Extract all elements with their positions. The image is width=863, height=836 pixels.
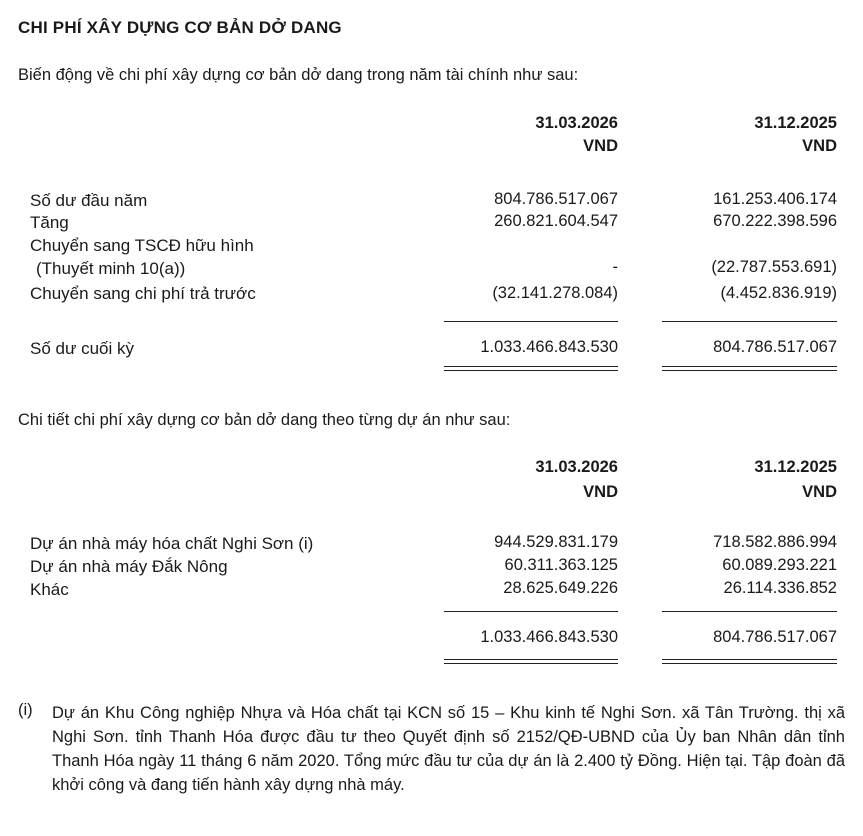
movement-row-value-col1: 804.786.517.067 [494, 190, 618, 208]
movement-col1-unit: VND [583, 137, 618, 155]
projects-total-col1: 1.033.466.843.530 [480, 628, 618, 646]
movement-col2-date: 31.12.2025 [754, 114, 837, 132]
movement-row-label: (Thuyết minh 10(a)) [36, 259, 186, 278]
projects-col2-unit: VND [802, 483, 837, 501]
movement-row-value-col2: (4.452.836.919) [720, 284, 837, 302]
projects-subtotal-rule-col2 [662, 611, 837, 612]
projects-double-rule-col1-top [444, 659, 618, 660]
movement-row-value-col1: 260.821.604.547 [494, 212, 618, 230]
total-double-rule-col2-top [662, 366, 837, 367]
project-row-label: Dự án nhà máy hóa chất Nghi Sơn (i) [30, 534, 314, 553]
projects-double-rule-col2-bottom [662, 663, 837, 664]
total-double-rule-col2-bottom [662, 370, 837, 371]
movement-row-value-col1: (32.141.278.084) [492, 284, 618, 302]
section-title: CHI PHÍ XÂY DỰNG CƠ BẢN DỞ DANG [18, 18, 342, 37]
footnote-marker: (i) [18, 701, 33, 719]
subtotal-rule-col1 [444, 321, 618, 322]
project-row-value-col1: 60.311.363.125 [504, 556, 618, 574]
projects-subtotal-rule-col1 [444, 611, 618, 612]
total-double-rule-col1-bottom [444, 370, 618, 371]
movement-row-value-col2: (22.787.553.691) [711, 258, 837, 276]
project-row-label: Dự án nhà máy Đắk Nông [30, 557, 228, 576]
projects-col2-date: 31.12.2025 [754, 458, 837, 476]
project-row-label: Khác [30, 580, 69, 599]
footnote-text: Dự án Khu Công nghiệp Nhựa và Hóa chất tại KCN số 15 – Khu kinh tế Nghi Sơn. xã Tân Trường. thị xã Nghi Sơn. tỉnh Thanh Hóa được đầu tư theo Quyết định số 2152/QĐ-UBND của Ủy ban Nhân dân tỉnh Thanh Hóa ngày 11 tháng 6 năm 2020. Tổng mức đầu tư của dự án là 2.400 tỷ Đồng. Hiện tại. Tập đoàn đã khởi công và đang tiến hành xây dựng nhà máy. [52, 704, 845, 794]
projects-intro: Chi tiết chi phí xây dựng cơ bản dở dang theo từng dự án như sau: [18, 411, 511, 429]
movement-row-label: Chuyển sang TSCĐ hữu hình [30, 236, 254, 255]
movement-intro: Biến động về chi phí xây dựng cơ bản dở dang trong năm tài chính như sau: [18, 66, 579, 84]
movement-row-label: Chuyển sang chi phí trả trước [30, 284, 256, 303]
movement-row-value-col1: - [612, 258, 618, 276]
movement-row-label: Số dư đầu năm [30, 191, 148, 210]
closing-balance-col1: 1.033.466.843.530 [480, 338, 618, 356]
projects-col1-date: 31.03.2026 [535, 458, 618, 476]
subtotal-rule-col2 [662, 321, 837, 322]
projects-double-rule-col2-top [662, 659, 837, 660]
movement-col1-date: 31.03.2026 [535, 114, 618, 132]
projects-total-col2: 804.786.517.067 [713, 628, 837, 646]
projects-double-rule-col1-bottom [444, 663, 618, 664]
project-row-value-col2: 60.089.293.221 [722, 556, 837, 574]
projects-col1-unit: VND [583, 483, 618, 501]
movement-row-value-col2: 161.253.406.174 [713, 190, 837, 208]
movement-row-value-col2: 670.222.398.596 [713, 212, 837, 230]
project-row-value-col1: 944.529.831.179 [494, 533, 618, 551]
project-row-value-col2: 26.114.336.852 [723, 579, 837, 597]
closing-balance-col2: 804.786.517.067 [713, 338, 837, 356]
movement-row-label: Tăng [30, 213, 69, 232]
total-double-rule-col1-top [444, 366, 618, 367]
project-row-value-col2: 718.582.886.994 [713, 533, 837, 551]
closing-balance-label: Số dư cuối kỳ [30, 339, 134, 358]
project-row-value-col1: 28.625.649.226 [503, 579, 618, 597]
movement-col2-unit: VND [802, 137, 837, 155]
